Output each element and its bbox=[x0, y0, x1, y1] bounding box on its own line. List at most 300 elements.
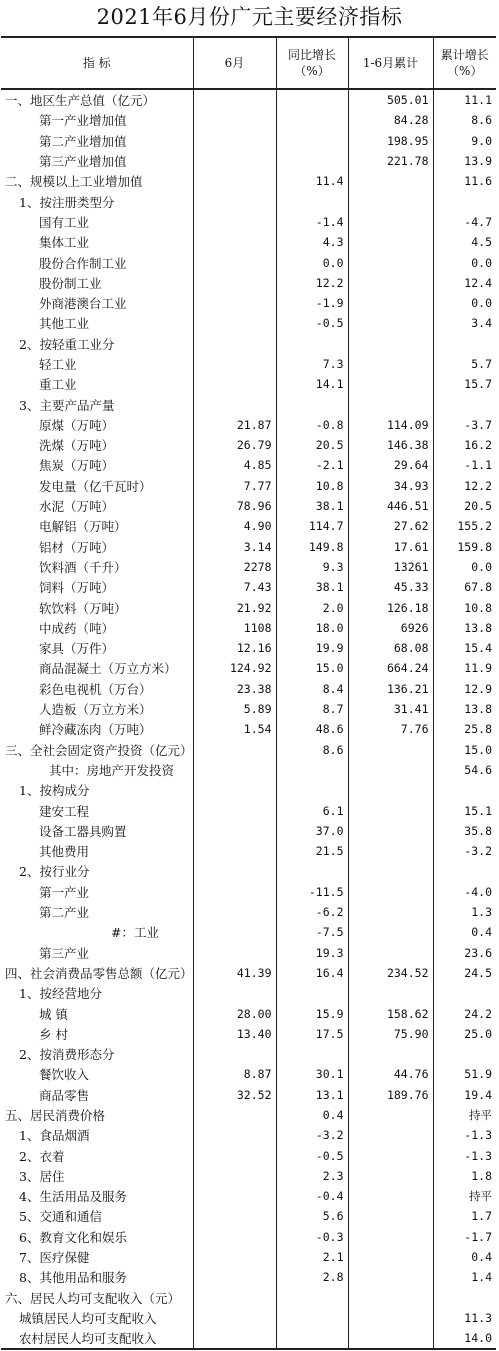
cell-june bbox=[193, 740, 276, 760]
cell-cumulative: 136.21 bbox=[348, 679, 433, 699]
cell-yoy: 15.0 bbox=[276, 658, 348, 678]
indicator-name: 铝材（万吨） bbox=[39, 539, 115, 555]
cell-cumulative bbox=[348, 1227, 433, 1247]
indicator-name: 乡 村 bbox=[39, 1026, 68, 1042]
table-row bbox=[1, 780, 496, 800]
cell-june: 23.38 bbox=[193, 679, 276, 699]
cell-cumulative bbox=[348, 1145, 433, 1165]
cell-june: 5.89 bbox=[193, 699, 276, 719]
cell-cumulative bbox=[348, 922, 433, 942]
cell-june bbox=[193, 151, 276, 171]
cell-cumulative: 126.18 bbox=[348, 597, 433, 617]
cell-june bbox=[193, 1328, 276, 1349]
cell-yoy: 14.1 bbox=[276, 374, 348, 394]
cell-june bbox=[193, 313, 276, 333]
table-row bbox=[1, 577, 496, 597]
table-row bbox=[1, 415, 496, 435]
cell-yoy: -3.2 bbox=[276, 1125, 348, 1145]
table-row bbox=[1, 334, 496, 354]
cell-june: 12.16 bbox=[193, 638, 276, 658]
cell-june bbox=[193, 902, 276, 922]
table-row bbox=[1, 516, 496, 536]
table-row bbox=[1, 313, 496, 333]
cell-cumulative-growth: 15.0 bbox=[433, 740, 496, 760]
cell-cumulative-growth bbox=[433, 861, 496, 881]
cell-cumulative bbox=[348, 1288, 433, 1308]
cell-yoy: -1.4 bbox=[276, 212, 348, 232]
cell-yoy: 9.3 bbox=[276, 557, 348, 577]
table-row bbox=[1, 760, 496, 780]
cell-yoy: 0.4 bbox=[276, 1105, 348, 1125]
cell-cumulative-growth bbox=[433, 983, 496, 1003]
indicator-name: 原煤（万吨） bbox=[39, 417, 115, 433]
cell-june bbox=[193, 821, 276, 841]
cell-cumulative-growth: 15.4 bbox=[433, 638, 496, 658]
cell-june bbox=[193, 1186, 276, 1206]
cell-yoy bbox=[276, 1044, 348, 1064]
indicator-name: 1、食品烟酒 bbox=[19, 1128, 90, 1144]
indicator-name: 商品零售 bbox=[39, 1087, 90, 1103]
cell-yoy bbox=[276, 780, 348, 800]
cell-yoy bbox=[276, 110, 348, 130]
table-body bbox=[1, 89, 496, 1349]
cell-cumulative bbox=[348, 171, 433, 191]
cell-cumulative: 114.09 bbox=[348, 415, 433, 435]
table-row bbox=[1, 1328, 496, 1349]
indicator-name: 中成药（吨） bbox=[39, 620, 115, 636]
cell-cumulative: 75.90 bbox=[348, 1024, 433, 1044]
cell-june bbox=[193, 1166, 276, 1186]
table-row bbox=[1, 293, 496, 313]
cell-june bbox=[193, 800, 276, 820]
cell-cumulative: 146.38 bbox=[348, 435, 433, 455]
cell-cumulative bbox=[348, 354, 433, 374]
indicator-name: 第三产业 bbox=[39, 945, 90, 961]
cell-yoy: -7.5 bbox=[276, 922, 348, 942]
cell-june: 2278 bbox=[193, 557, 276, 577]
cell-yoy bbox=[276, 1328, 348, 1349]
cell-yoy: -0.4 bbox=[276, 1186, 348, 1206]
cell-cumulative-growth: 155.2 bbox=[433, 516, 496, 536]
cell-cumulative bbox=[348, 861, 433, 881]
cell-yoy: 149.8 bbox=[276, 537, 348, 557]
cell-yoy: 21.5 bbox=[276, 841, 348, 861]
table-row bbox=[1, 252, 496, 272]
cell-yoy: -6.2 bbox=[276, 902, 348, 922]
indicator-name: 餐饮收入 bbox=[39, 1067, 90, 1083]
table-row bbox=[1, 354, 496, 374]
indicator-name: 5、交通和通信 bbox=[19, 1209, 102, 1225]
cell-yoy: 10.8 bbox=[276, 476, 348, 496]
indicator-name: 六、居民人均可支配收入（元） bbox=[5, 1290, 181, 1306]
header-yoy: 同比增长（%） bbox=[276, 37, 348, 89]
indicator-name: 股份制工业 bbox=[39, 275, 102, 291]
cell-june bbox=[193, 110, 276, 130]
indicator-name: 6、教育文化和娱乐 bbox=[19, 1229, 127, 1245]
cell-cumulative-growth: 25.8 bbox=[433, 719, 496, 739]
cell-yoy: 20.5 bbox=[276, 435, 348, 455]
cell-cumulative-growth: 13.9 bbox=[433, 151, 496, 171]
table-row bbox=[1, 963, 496, 983]
table-row bbox=[1, 537, 496, 557]
cell-june: 124.92 bbox=[193, 658, 276, 678]
cell-june: 28.00 bbox=[193, 1003, 276, 1023]
cell-june bbox=[193, 252, 276, 272]
cell-june bbox=[193, 1044, 276, 1064]
cell-cumulative-growth: 13.8 bbox=[433, 699, 496, 719]
cell-yoy: 7.3 bbox=[276, 354, 348, 374]
indicator-name: 家具（万件） bbox=[39, 641, 115, 657]
cell-yoy: 15.9 bbox=[276, 1003, 348, 1023]
cell-cumulative: 29.64 bbox=[348, 455, 433, 475]
cell-cumulative: 198.95 bbox=[348, 131, 433, 151]
cell-yoy: 6.1 bbox=[276, 800, 348, 820]
indicator-name: 轻工业 bbox=[39, 357, 77, 372]
header-indicator: 指 标 bbox=[1, 37, 193, 89]
cell-cumulative bbox=[348, 293, 433, 313]
cell-yoy: 0.0 bbox=[276, 252, 348, 272]
cell-june: 7.43 bbox=[193, 577, 276, 597]
cell-june bbox=[193, 1206, 276, 1226]
cell-cumulative-growth: 0.0 bbox=[433, 293, 496, 313]
cell-cumulative-growth: -1.3 bbox=[433, 1125, 496, 1145]
cell-cumulative: 27.62 bbox=[348, 516, 433, 536]
table-row bbox=[1, 191, 496, 211]
cell-cumulative-growth: 0.0 bbox=[433, 252, 496, 272]
cell-yoy: -0.5 bbox=[276, 313, 348, 333]
header-cumulative-growth: 累计增长（%） bbox=[433, 37, 496, 89]
cell-yoy: 114.7 bbox=[276, 516, 348, 536]
cell-yoy: 11.4 bbox=[276, 171, 348, 191]
cell-june bbox=[193, 1227, 276, 1247]
cell-cumulative bbox=[348, 882, 433, 902]
cell-cumulative bbox=[348, 1044, 433, 1064]
cell-yoy: 12.2 bbox=[276, 273, 348, 293]
cell-cumulative-growth bbox=[433, 394, 496, 414]
cell-cumulative-growth bbox=[433, 191, 496, 211]
cell-cumulative bbox=[348, 800, 433, 820]
cell-june bbox=[193, 89, 276, 110]
cell-june bbox=[193, 273, 276, 293]
indicator-name: 五、居民消费价格 bbox=[5, 1107, 106, 1123]
cell-june bbox=[193, 334, 276, 354]
indicator-name: 第一产业 bbox=[39, 884, 90, 900]
indicator-name: 饮料酒（千升） bbox=[39, 559, 127, 575]
cell-yoy bbox=[276, 1308, 348, 1328]
cell-june bbox=[193, 760, 276, 780]
table-row bbox=[1, 232, 496, 252]
cell-cumulative-growth: 1.4 bbox=[433, 1267, 496, 1287]
cell-cumulative-growth: 5.7 bbox=[433, 354, 496, 374]
cell-june bbox=[193, 1145, 276, 1165]
table-row bbox=[1, 679, 496, 699]
cell-june bbox=[193, 882, 276, 902]
indicator-name: 四、社会消费品零售总额（亿元） bbox=[5, 965, 193, 981]
cell-june bbox=[193, 354, 276, 374]
cell-cumulative-growth: -1.3 bbox=[433, 1145, 496, 1165]
table-row bbox=[1, 942, 496, 962]
table-row bbox=[1, 89, 496, 110]
cell-yoy: 37.0 bbox=[276, 821, 348, 841]
cell-june: 1.54 bbox=[193, 719, 276, 739]
cell-cumulative-growth: -4.7 bbox=[433, 212, 496, 232]
cell-cumulative-growth: 0.0 bbox=[433, 557, 496, 577]
cell-cumulative-growth: 159.8 bbox=[433, 537, 496, 557]
cell-yoy bbox=[276, 151, 348, 171]
cell-yoy: 17.5 bbox=[276, 1024, 348, 1044]
cell-cumulative bbox=[348, 212, 433, 232]
cell-yoy: 13.1 bbox=[276, 1085, 348, 1105]
cell-june: 7.77 bbox=[193, 476, 276, 496]
table-row bbox=[1, 902, 496, 922]
cell-yoy bbox=[276, 334, 348, 354]
indicator-name: 3、居住 bbox=[19, 1168, 65, 1184]
indicator-name: 发电量（亿千瓦时） bbox=[39, 478, 152, 494]
cell-yoy: 8.7 bbox=[276, 699, 348, 719]
cell-june bbox=[193, 983, 276, 1003]
table-row bbox=[1, 1186, 496, 1206]
cell-yoy: 2.0 bbox=[276, 597, 348, 617]
indicator-name: 彩色电视机（万台） bbox=[39, 681, 152, 697]
cell-yoy bbox=[276, 89, 348, 110]
cell-cumulative bbox=[348, 313, 433, 333]
table-row bbox=[1, 638, 496, 658]
cell-june bbox=[193, 191, 276, 211]
indicator-name: 三、全社会固定资产投资（亿元） bbox=[5, 742, 193, 758]
cell-cumulative-growth: 20.5 bbox=[433, 496, 496, 516]
cell-cumulative-growth: 1.7 bbox=[433, 1206, 496, 1226]
cell-cumulative-growth: 24.2 bbox=[433, 1003, 496, 1023]
cell-cumulative-growth: 35.8 bbox=[433, 821, 496, 841]
cell-yoy: 18.0 bbox=[276, 618, 348, 638]
indicator-name: 商品混凝土（万立方米） bbox=[39, 661, 177, 677]
cell-cumulative-growth: 54.6 bbox=[433, 760, 496, 780]
cell-june: 3.14 bbox=[193, 537, 276, 557]
table-row bbox=[1, 719, 496, 739]
indicator-name: 二、规模以上工业增加值 bbox=[5, 174, 143, 190]
table-row bbox=[1, 1003, 496, 1023]
table-row bbox=[1, 273, 496, 293]
table-row bbox=[1, 841, 496, 861]
cell-yoy: 2.8 bbox=[276, 1267, 348, 1287]
indicator-name: 外商港澳台工业 bbox=[39, 296, 127, 312]
cell-june bbox=[193, 171, 276, 191]
cell-june: 21.87 bbox=[193, 415, 276, 435]
cell-cumulative: 17.61 bbox=[348, 537, 433, 557]
cell-june bbox=[193, 1125, 276, 1145]
cell-yoy: -2.1 bbox=[276, 455, 348, 475]
cell-cumulative-growth: 14.0 bbox=[433, 1328, 496, 1349]
cell-cumulative-growth: -4.0 bbox=[433, 882, 496, 902]
cell-cumulative bbox=[348, 252, 433, 272]
cell-yoy: 30.1 bbox=[276, 1064, 348, 1084]
cell-cumulative-growth: 8.6 bbox=[433, 110, 496, 130]
cell-cumulative-growth: 11.1 bbox=[433, 89, 496, 110]
table-row bbox=[1, 1145, 496, 1165]
cell-cumulative bbox=[348, 780, 433, 800]
cell-cumulative-growth: 11.3 bbox=[433, 1308, 496, 1328]
cell-cumulative-growth: 51.9 bbox=[433, 1064, 496, 1084]
cell-yoy bbox=[276, 760, 348, 780]
indicator-name: 洗煤（万吨） bbox=[39, 438, 115, 454]
table-row bbox=[1, 1105, 496, 1125]
table-row bbox=[1, 131, 496, 151]
table-row bbox=[1, 861, 496, 881]
cell-yoy bbox=[276, 983, 348, 1003]
cell-cumulative-growth: 1.3 bbox=[433, 902, 496, 922]
indicator-name: 水泥（万吨） bbox=[39, 499, 115, 515]
table-row bbox=[1, 597, 496, 617]
cell-yoy: 2.1 bbox=[276, 1247, 348, 1267]
cell-june bbox=[193, 1105, 276, 1125]
cell-cumulative bbox=[348, 821, 433, 841]
cell-cumulative-growth: 12.9 bbox=[433, 679, 496, 699]
cell-june: 26.79 bbox=[193, 435, 276, 455]
indicator-name: 人造板（万立方米） bbox=[39, 702, 152, 718]
cell-cumulative: 505.01 bbox=[348, 89, 433, 110]
table-row bbox=[1, 1044, 496, 1064]
table-row bbox=[1, 658, 496, 678]
cell-yoy bbox=[276, 131, 348, 151]
cell-cumulative bbox=[348, 1267, 433, 1287]
cell-cumulative-growth: 67.8 bbox=[433, 577, 496, 597]
table-row bbox=[1, 171, 496, 191]
cell-yoy: -11.5 bbox=[276, 882, 348, 902]
cell-cumulative: 84.28 bbox=[348, 110, 433, 130]
table-row bbox=[1, 435, 496, 455]
table-row bbox=[1, 1308, 496, 1328]
cell-yoy: -0.8 bbox=[276, 415, 348, 435]
cell-cumulative-growth: 15.7 bbox=[433, 374, 496, 394]
cell-cumulative: 31.41 bbox=[348, 699, 433, 719]
cell-june bbox=[193, 861, 276, 881]
cell-cumulative-growth: 10.8 bbox=[433, 597, 496, 617]
table-row bbox=[1, 1085, 496, 1105]
indicator-name: 饲料（万吨） bbox=[39, 580, 115, 596]
cell-cumulative bbox=[348, 374, 433, 394]
cell-cumulative bbox=[348, 1186, 433, 1206]
indicator-name: 重工业 bbox=[39, 377, 77, 393]
cell-cumulative-growth: 3.4 bbox=[433, 313, 496, 333]
indicator-name: #：工业 bbox=[111, 925, 159, 941]
indicator-name: 农村居民人均可支配收入 bbox=[1, 1328, 193, 1349]
cell-yoy: 16.4 bbox=[276, 963, 348, 983]
table-row bbox=[1, 1125, 496, 1145]
cell-yoy bbox=[276, 394, 348, 414]
cell-cumulative bbox=[348, 1166, 433, 1186]
cell-yoy: 19.3 bbox=[276, 942, 348, 962]
indicator-name: 建安工程 bbox=[39, 803, 90, 819]
cell-june: 32.52 bbox=[193, 1085, 276, 1105]
indicator-name: 集体工业 bbox=[39, 235, 90, 251]
cell-cumulative: 234.52 bbox=[348, 963, 433, 983]
indicator-name: 一、地区生产总值（亿元） bbox=[5, 93, 156, 109]
cell-cumulative-growth: -3.7 bbox=[433, 415, 496, 435]
cell-cumulative-growth bbox=[433, 1288, 496, 1308]
cell-cumulative: 13261 bbox=[348, 557, 433, 577]
indicator-name: 3、主要产品产量 bbox=[19, 397, 115, 413]
cell-cumulative bbox=[348, 841, 433, 861]
indicator-name: 其他工业 bbox=[39, 316, 90, 332]
cell-yoy bbox=[276, 1288, 348, 1308]
cell-cumulative-growth: 1.8 bbox=[433, 1166, 496, 1186]
cell-june: 8.87 bbox=[193, 1064, 276, 1084]
table-row bbox=[1, 1064, 496, 1084]
cell-june bbox=[193, 841, 276, 861]
cell-june: 13.40 bbox=[193, 1024, 276, 1044]
table-row bbox=[1, 740, 496, 760]
cell-june bbox=[193, 1247, 276, 1267]
cell-cumulative bbox=[348, 1247, 433, 1267]
table-row bbox=[1, 821, 496, 841]
cell-cumulative: 34.93 bbox=[348, 476, 433, 496]
cell-cumulative-growth: 12.2 bbox=[433, 476, 496, 496]
table-row bbox=[1, 1206, 496, 1226]
table-row bbox=[1, 1024, 496, 1044]
table-row bbox=[1, 1267, 496, 1287]
table-header-row bbox=[1, 37, 496, 89]
table-row bbox=[1, 151, 496, 171]
cell-yoy bbox=[276, 191, 348, 211]
cell-cumulative bbox=[348, 983, 433, 1003]
table-row bbox=[1, 699, 496, 719]
table-row bbox=[1, 618, 496, 638]
cell-cumulative-growth: -3.2 bbox=[433, 841, 496, 861]
cell-yoy: -0.3 bbox=[276, 1227, 348, 1247]
table-row bbox=[1, 374, 496, 394]
cell-june bbox=[193, 374, 276, 394]
cell-yoy: 38.1 bbox=[276, 496, 348, 516]
cell-june: 21.92 bbox=[193, 597, 276, 617]
cell-june bbox=[193, 1267, 276, 1287]
cell-cumulative: 7.76 bbox=[348, 719, 433, 739]
cell-cumulative bbox=[348, 740, 433, 760]
cell-june bbox=[193, 212, 276, 232]
cell-cumulative: 446.51 bbox=[348, 496, 433, 516]
cell-cumulative-growth: 15.1 bbox=[433, 800, 496, 820]
cell-cumulative-growth: 23.6 bbox=[433, 942, 496, 962]
cell-june bbox=[193, 232, 276, 252]
cell-yoy: 8.6 bbox=[276, 740, 348, 760]
cell-cumulative-growth: 13.8 bbox=[433, 618, 496, 638]
indicator-name: 第三产业增加值 bbox=[39, 154, 127, 170]
indicator-name: 2、衣着 bbox=[19, 1148, 65, 1164]
cell-yoy: 2.3 bbox=[276, 1166, 348, 1186]
indicators-table bbox=[1, 36, 496, 1350]
cell-yoy: 38.1 bbox=[276, 577, 348, 597]
table-row bbox=[1, 455, 496, 475]
cell-cumulative bbox=[348, 902, 433, 922]
cell-cumulative bbox=[348, 760, 433, 780]
cell-cumulative: 221.78 bbox=[348, 151, 433, 171]
table-row bbox=[1, 110, 496, 130]
indicator-name: 其中：房地产开发投资 bbox=[49, 762, 175, 778]
cell-june bbox=[193, 922, 276, 942]
cell-june: 4.90 bbox=[193, 516, 276, 536]
cell-yoy: 48.6 bbox=[276, 719, 348, 739]
table-row bbox=[1, 1227, 496, 1247]
cell-cumulative-growth bbox=[433, 780, 496, 800]
cell-cumulative: 189.76 bbox=[348, 1085, 433, 1105]
indicator-name: 2、按轻重工业分 bbox=[19, 336, 115, 352]
indicator-name: 1、按经营地分 bbox=[19, 986, 102, 1002]
cell-yoy: -0.5 bbox=[276, 1145, 348, 1165]
cell-june bbox=[193, 942, 276, 962]
cell-june: 4.85 bbox=[193, 455, 276, 475]
cell-cumulative bbox=[348, 1308, 433, 1328]
cell-cumulative: 45.33 bbox=[348, 577, 433, 597]
indicator-name: 7、医疗保健 bbox=[19, 1250, 90, 1266]
